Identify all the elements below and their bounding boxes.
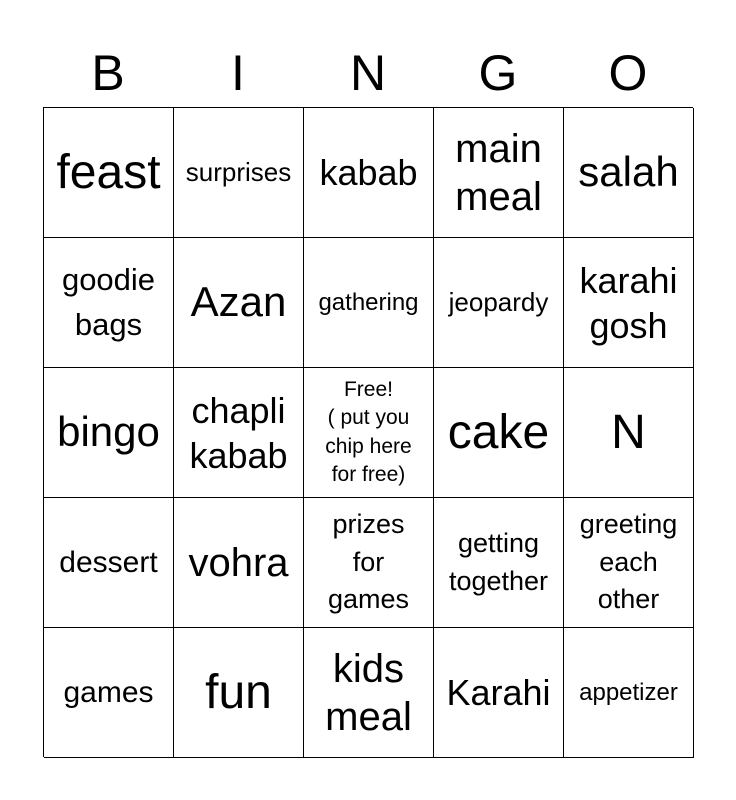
bingo-cell[interactable] [44,108,174,238]
cell-text: cake [447,405,550,459]
cell-text: Karahi [446,672,551,713]
bingo-board [43,107,693,757]
bingo-cell[interactable] [564,368,694,498]
bingo-cell[interactable] [304,498,434,628]
cell-text: getting together [448,527,549,596]
cell-text: fun [205,665,272,719]
cell-text: kids meal [325,646,412,739]
cell-text: goodie bags [61,261,156,342]
bingo-cell[interactable] [174,368,304,498]
bingo-header [43,38,693,108]
cell-text: bingo [57,408,160,456]
bingo-cell[interactable] [174,238,304,368]
header-letter-g: G [478,45,518,101]
bingo-cell[interactable] [44,628,174,758]
header-letter-i: I [231,45,245,101]
bingo-cell[interactable] [174,628,304,758]
cell-text: main meal [455,126,542,219]
header-letter-b: B [91,45,125,101]
cell-text: appetizer [579,678,678,706]
cell-text: greeting each other [579,508,678,615]
bingo-cell[interactable] [434,108,564,238]
header-letter-n: N [349,45,387,101]
bingo-cell[interactable] [564,498,694,628]
header-letter-o: O [608,45,648,101]
bingo-cell[interactable] [44,238,174,368]
cell-text: dessert [59,546,158,579]
cell-text: kabab [319,152,418,193]
cell-text: salah [578,148,679,196]
cell-text: chapli kabab [189,389,288,476]
cell-text: gathering [318,288,419,316]
cell-text: jeopardy [448,286,549,317]
bingo-cell[interactable] [174,108,304,238]
cell-text: Azan [190,278,287,326]
bingo-cell[interactable] [304,238,434,368]
bingo-cell[interactable] [434,498,564,628]
bingo-cell[interactable] [304,628,434,758]
free-space-cell[interactable] [304,368,434,498]
bingo-cell[interactable] [564,108,694,238]
bingo-cell[interactable] [434,368,564,498]
bingo-cell[interactable] [564,628,694,758]
free-space-text: Free! ( put you chip here for free) [325,377,412,486]
cell-text: surprises [185,156,292,187]
bingo-cell[interactable] [174,498,304,628]
cell-text: N [611,405,646,459]
bingo-cell[interactable] [434,238,564,368]
bingo-cell[interactable] [304,108,434,238]
bingo-cell[interactable] [434,628,564,758]
bingo-cell[interactable] [564,238,694,368]
cell-text: karahi gosh [579,259,678,346]
cell-text: prizes for games [327,508,410,615]
cell-text: feast [56,145,161,199]
bingo-cell[interactable] [44,368,174,498]
cell-text: games [63,676,154,709]
cell-text: vohra [188,540,289,585]
bingo-cell[interactable] [44,498,174,628]
